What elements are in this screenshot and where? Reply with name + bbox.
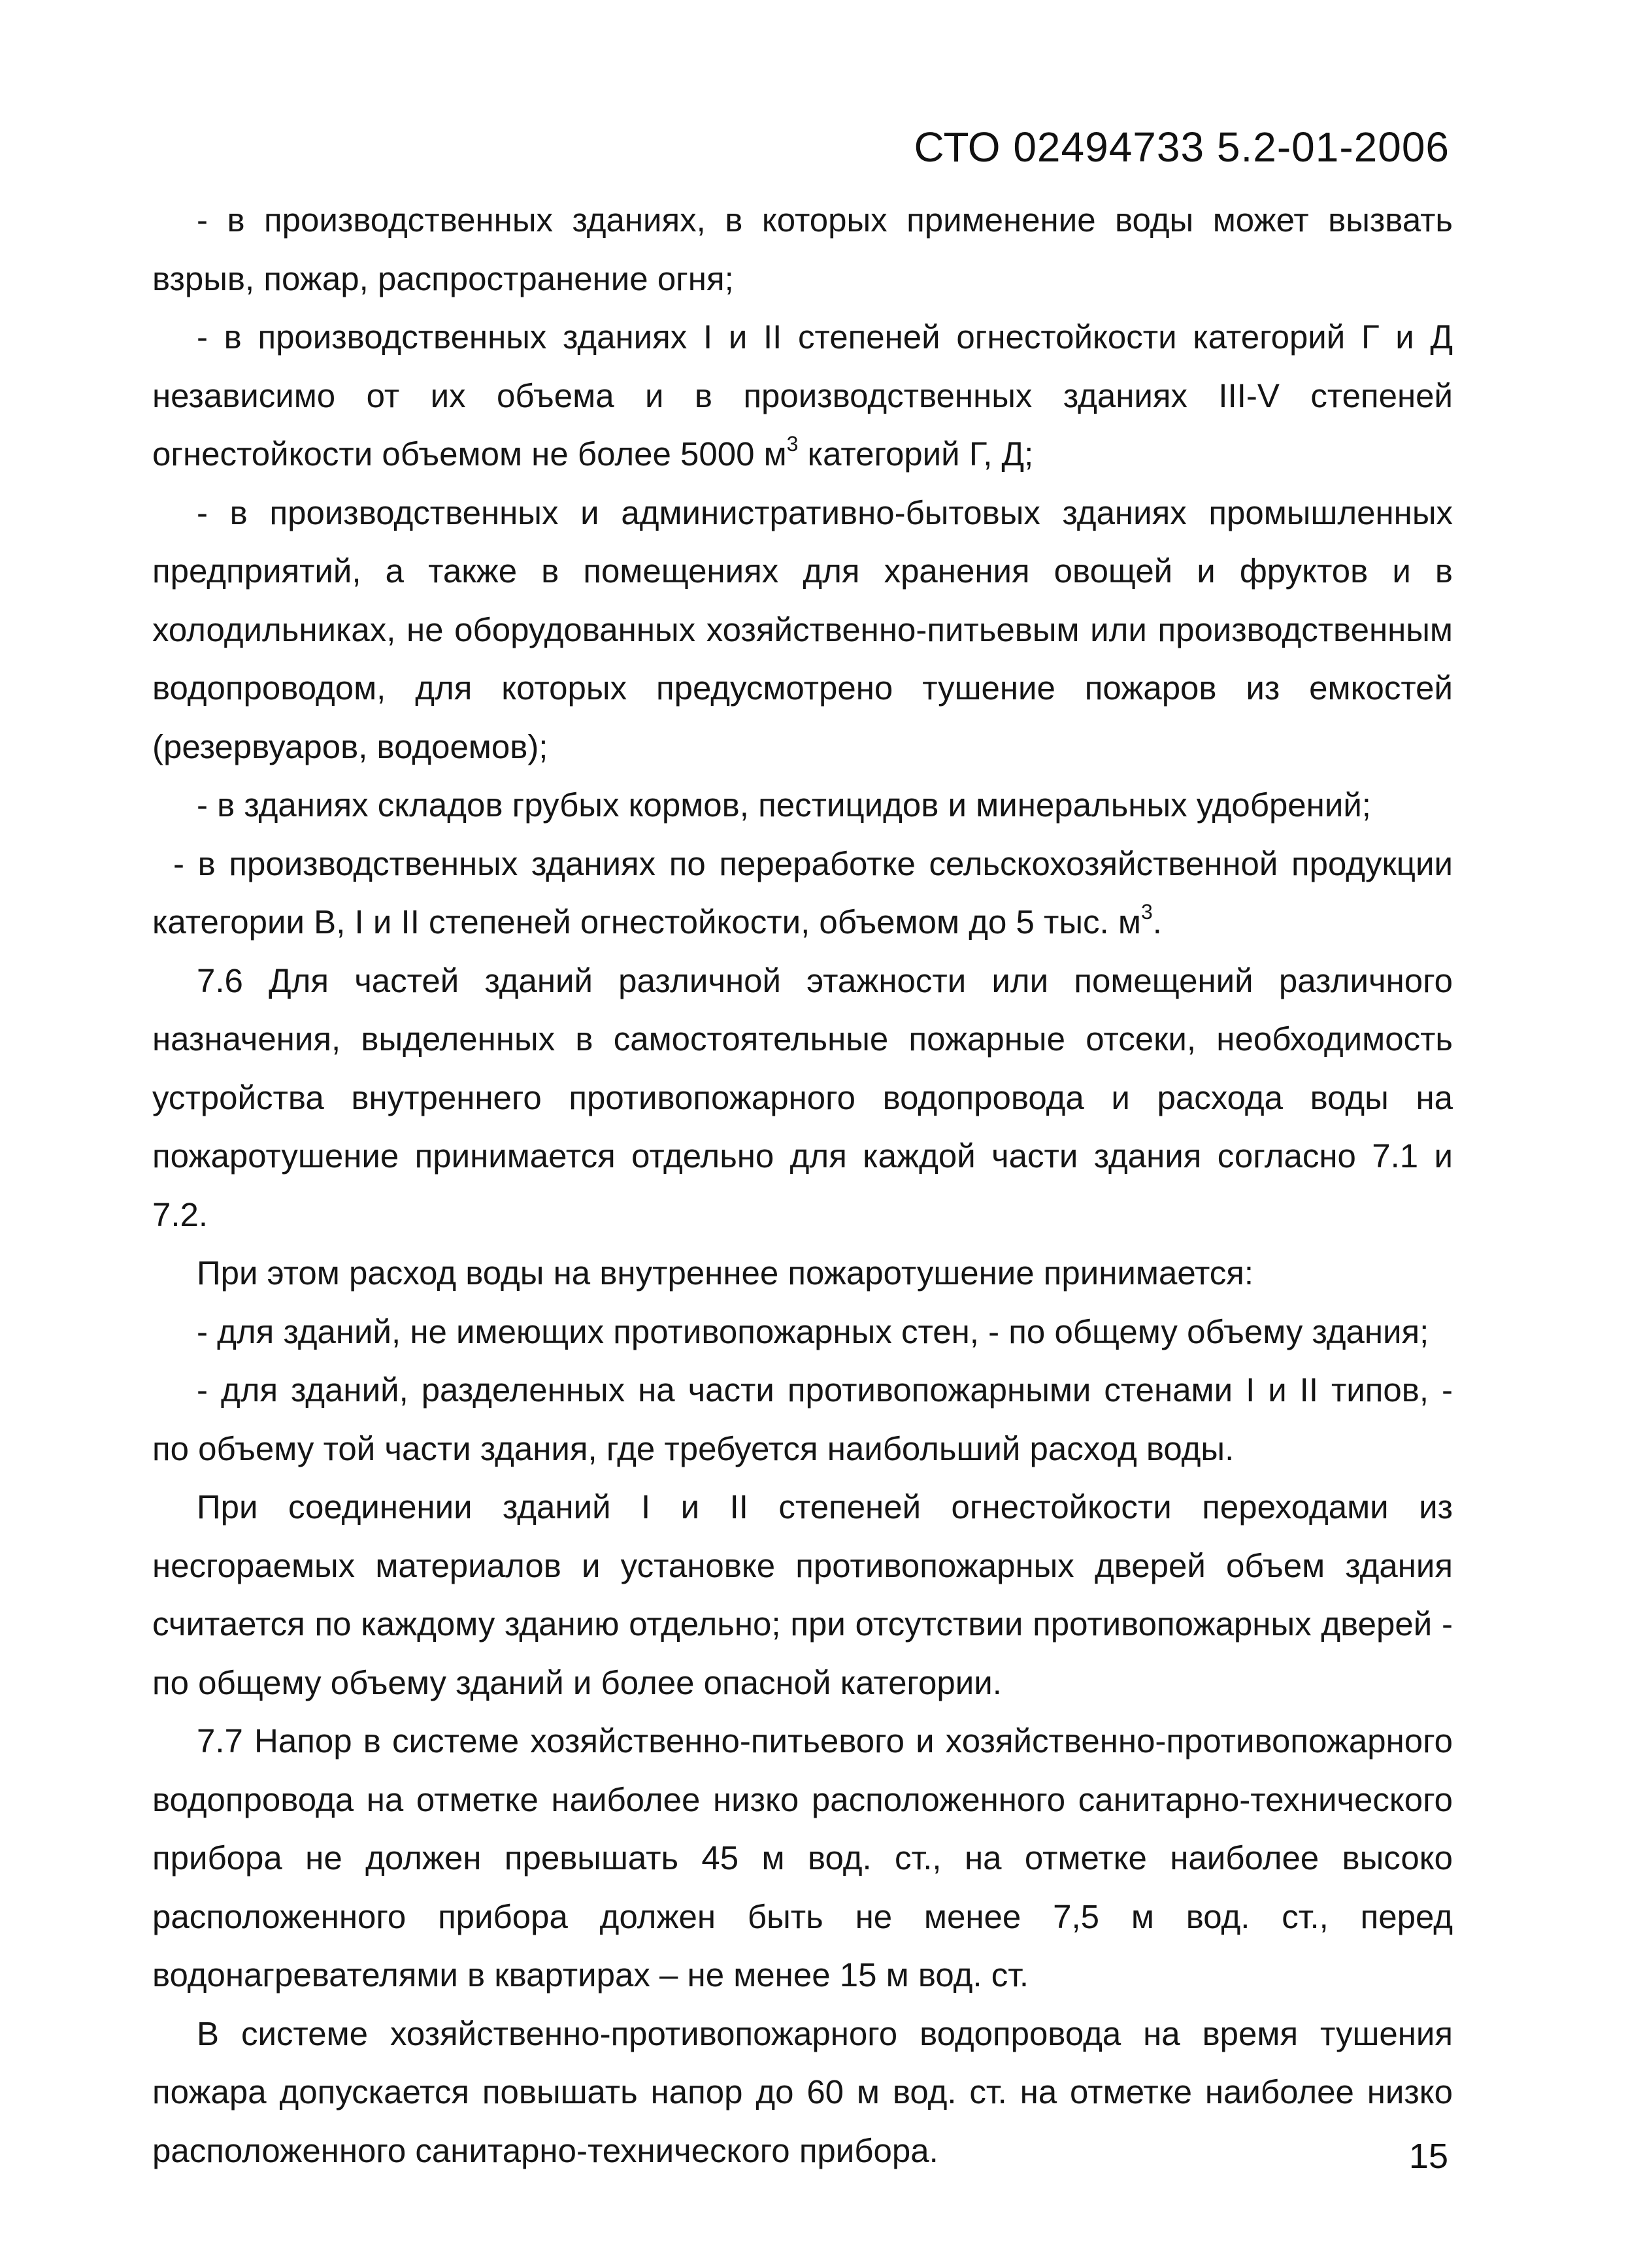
page-number: 15	[1408, 2137, 1448, 2176]
paragraph-2	[152, 308, 1453, 484]
paragraph-2-superscript: 3	[786, 432, 799, 456]
paragraph-9: - для зданий, разделенных на части противопожарными стенами I и II типов, - по объему той части здания, где требуется наибольший расход воды.	[152, 1371, 1453, 1467]
paragraph-7: При этом расход воды на внутреннее пожаротушение принимается:	[197, 1254, 1254, 1292]
paragraph-5	[152, 835, 1453, 952]
paragraph-2-text-b: категорий Г, Д;	[798, 435, 1034, 473]
paragraph-5-superscript: 3	[1140, 900, 1153, 924]
paragraph-2-text-a: - в производственных зданиях I и II степеней огнестойкости категорий Г и Д независимо от их объема и в производственных зданиях III-V степеней огнестойкости объемом не более 5000 м	[152, 318, 1453, 473]
document-body	[152, 191, 1453, 2180]
paragraph-3: - в производственных и административно-бытовых зданиях промышленных предприятий, а также в помещениях для хранения овощей и фруктов и в холодильниках, не оборудованных хозяйственно-питьевым или производственным водопроводом, для которых предусмотрено тушение пожаров из емкостей (резервуаров, водоемов);	[152, 493, 1453, 765]
paragraph-4: - в зданиях складов грубых кормов, пестицидов и минеральных удобрений;	[197, 786, 1371, 824]
paragraph-7-7: 7.7 Напор в системе хозяйственно-питьевого и хозяйственно-противопожарного водопровода на отметке наиболее низко расположенного санитарно-технического прибора не должен превышать 45 м вод. ст., на отметке наиболее высоко расположенного прибора должен быть не менее 7,5 м вод. ст., перед водонагревателями в квартирах – не менее 15 м вод. ст.	[152, 1722, 1453, 1993]
document-code-header: СТО 02494733 5.2-01-2006	[914, 124, 1450, 171]
paragraph-7-6: 7.6 Для частей зданий различной этажности или помещений различного назначения, выделенных в самостоятельные пожарные отсеки, необходимость устройства внутреннего противопожарного водопровода и расхода воды на пожаротушение принимается отдельно для каждой части здания согласно 7.1 и 7.2.	[152, 961, 1453, 1233]
paragraph-12: В системе хозяйственно-противопожарного водопровода на время тушения пожара допускается повышать напор до 60 м вод. ст. на отметке наиболее низко расположенного санитарно-технического прибора.	[152, 2014, 1453, 2169]
paragraph-8: - для зданий, не имеющих противопожарных стен, - по общему объему здания;	[197, 1312, 1429, 1350]
paragraph-5-text-a: - в производственных зданиях по переработке сельскохозяйственной продукции категории В, I и II степеней огнестойкости, объемом до 5 тыс. м	[152, 844, 1453, 941]
paragraph-10: При соединении зданий I и II степеней огнестойкости переходами из несгораемых материалов и установке противопожарных дверей объем здания считается по каждому зданию отдельно; при отсутствии противопожарных дверей - по общему объему зданий и более опасной категории.	[152, 1488, 1453, 1701]
paragraph-5-text-b: .	[1152, 903, 1162, 941]
paragraph-1: - в производственных зданиях, в которых применение воды может вызвать взрыв, пожар, распространение огня;	[152, 201, 1453, 297]
